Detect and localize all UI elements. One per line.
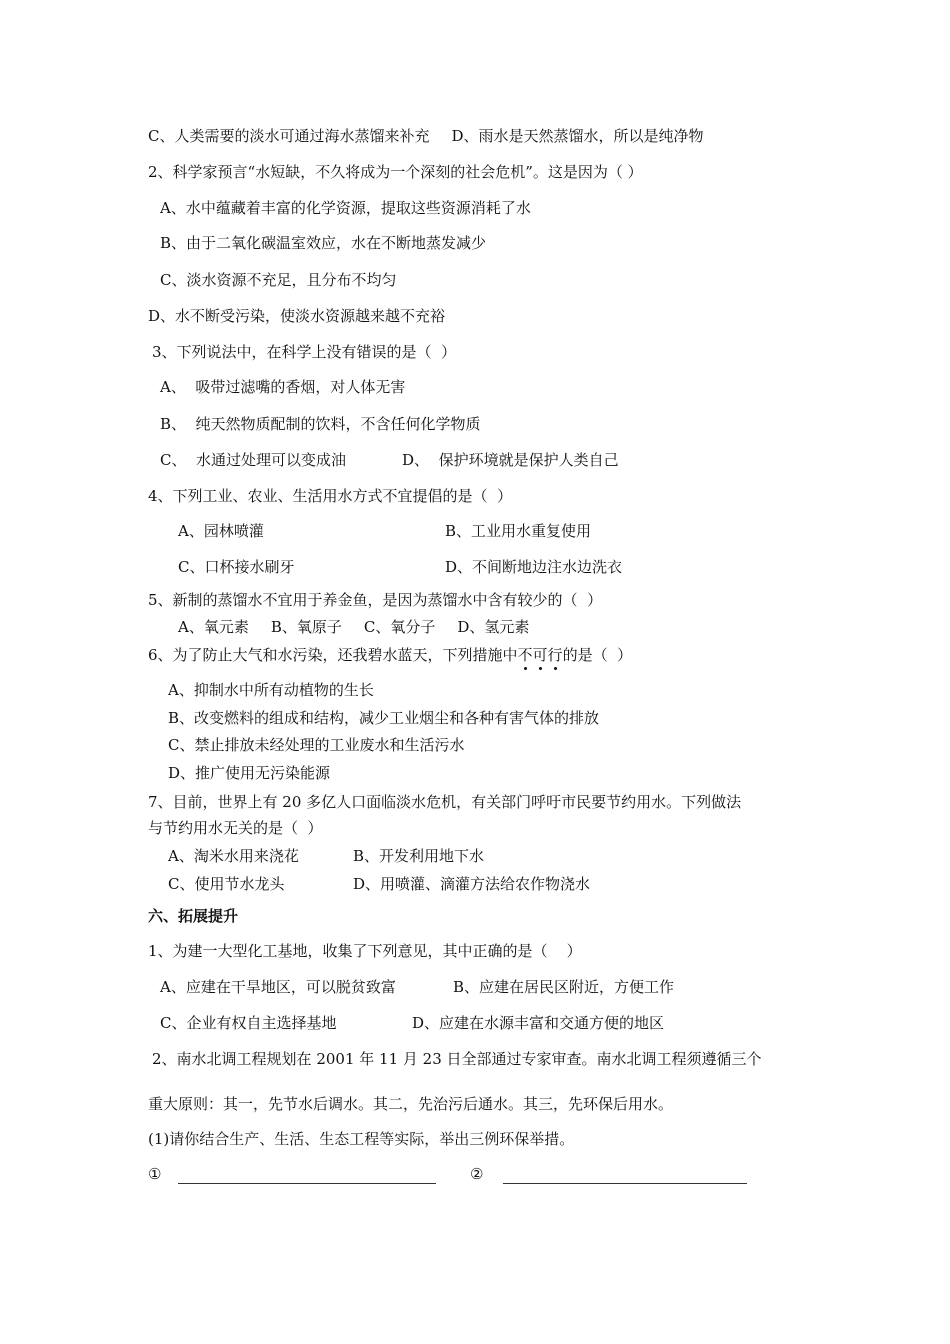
option-a: A、淘米水用来浇花 [168, 847, 299, 865]
option-c: C、口杯接水刷牙 [178, 558, 295, 576]
option-c: C、 水通过处理可以变成油 [160, 451, 347, 469]
option-c: C、使用节水龙头 [168, 875, 285, 893]
answer-label-1: ① [148, 1165, 162, 1183]
section-heading: 六、拓展提升 [148, 907, 239, 925]
question-5: 5、新制的蒸馏水不宜用于养金鱼，是因为蒸馏水中含有较少的（ ） [148, 591, 603, 609]
question-2-continued: 重大原则：其一，先节水后调水。其二，先治污后通水。其三，先环保后用水。 [148, 1095, 674, 1113]
option-b: B、氧原子 [270, 618, 342, 636]
option-c: C、禁止排放未经处理的工业废水和生活污水 [168, 736, 465, 754]
question-1: 1、为建一大型化工基地，收集了下列意见，其中正确的是（ ） [148, 942, 582, 960]
option-d: D、水不断受污染，使淡水资源越来越不充裕 [148, 307, 446, 325]
option-a: A、园林喷灌 [178, 522, 264, 540]
question-7-continued: 与节约用水无关的是（ ） [148, 819, 323, 837]
option-a: A、氧元素 [178, 618, 249, 636]
option-a: A、抑制水中所有动植物的生长 [168, 681, 374, 699]
question-2: 2、科学家预言“水短缺，不久将成为一个深刻的社会危机”。这是因为（ ） [148, 163, 643, 181]
question-6: 6、为了防止大气和水污染，还我碧水蓝天，下列措施中不可行 的是（ ） [148, 645, 632, 665]
option-d: D、应建在水源丰富和交通方便的地区 [412, 1014, 665, 1032]
option-b: B、改变燃料的组成和结构，减少工业烟尘和各种有害气体的排放 [168, 709, 600, 727]
option-d: D、雨水是天然蒸馏水，所以是纯净物 [451, 127, 704, 145]
option-d: D、用喷灌、滴灌方法给农作物浇水 [353, 875, 591, 893]
option-b: B、由于二氧化碳温室效应，水在不断地蒸发减少 [160, 234, 487, 252]
option-d: D、推广使用无污染能源 [168, 764, 331, 782]
option-b: B、工业用水重复使用 [445, 522, 592, 540]
option-c: C、企业有权自主选择基地 [160, 1014, 337, 1032]
answer-label-2: ② [470, 1165, 484, 1183]
option-b: B、开发利用地下水 [353, 847, 485, 865]
option-line [160, 450, 619, 470]
question-2: 2、南水北调工程规划在 2001 年 11 月 23 日全部通过专家审查。南水北调工程须遵循三个 [152, 1050, 762, 1068]
option-c: C、氧分子 [363, 618, 436, 636]
option-c: C、淡水资源不充足，且分布不均匀 [160, 271, 397, 289]
question-7: 7、目前，世界上有 20 多亿人口面临淡水危机，有关部门呼吁市民要节约用水。下列做法 [148, 793, 742, 811]
answer-blank-1[interactable] [178, 1164, 436, 1184]
answer-blank-2[interactable] [503, 1164, 747, 1184]
option-a: A、 吸带过滤嘴的香烟，对人体无害 [160, 378, 406, 396]
option-b: B、应建在居民区附近，方便工作 [453, 978, 675, 996]
sub-question-1: (1)请你结合生产、生活、生态工程等实际，举出三例环保举措。 [148, 1130, 575, 1148]
emphasis-text: 不可行 [518, 646, 563, 664]
option-a: A、水中蕴藏着丰富的化学资源，提取这些资源消耗了水 [160, 199, 531, 217]
question-3: 3、下列说法中，在科学上没有错误的是（ ） [152, 343, 457, 361]
option-d: D、氢元素 [457, 618, 530, 636]
option-c: C、人类需要的淡水可通过海水蒸馏来补充 [148, 127, 430, 145]
question-4: 4、下列工业、农业、生活用水方式不宜提倡的是（ ） [148, 487, 513, 505]
option-d: D、 保护环境就是保护人类自己 [402, 451, 619, 469]
option-line [148, 126, 704, 146]
option-a: A、应建在干旱地区，可以脱贫致富 [160, 978, 396, 996]
option-b: B、 纯天然物质配制的饮料，不含任何化学物质 [160, 415, 481, 433]
option-d: D、不间断地边注水边洗衣 [445, 558, 623, 576]
option-line [178, 617, 529, 637]
